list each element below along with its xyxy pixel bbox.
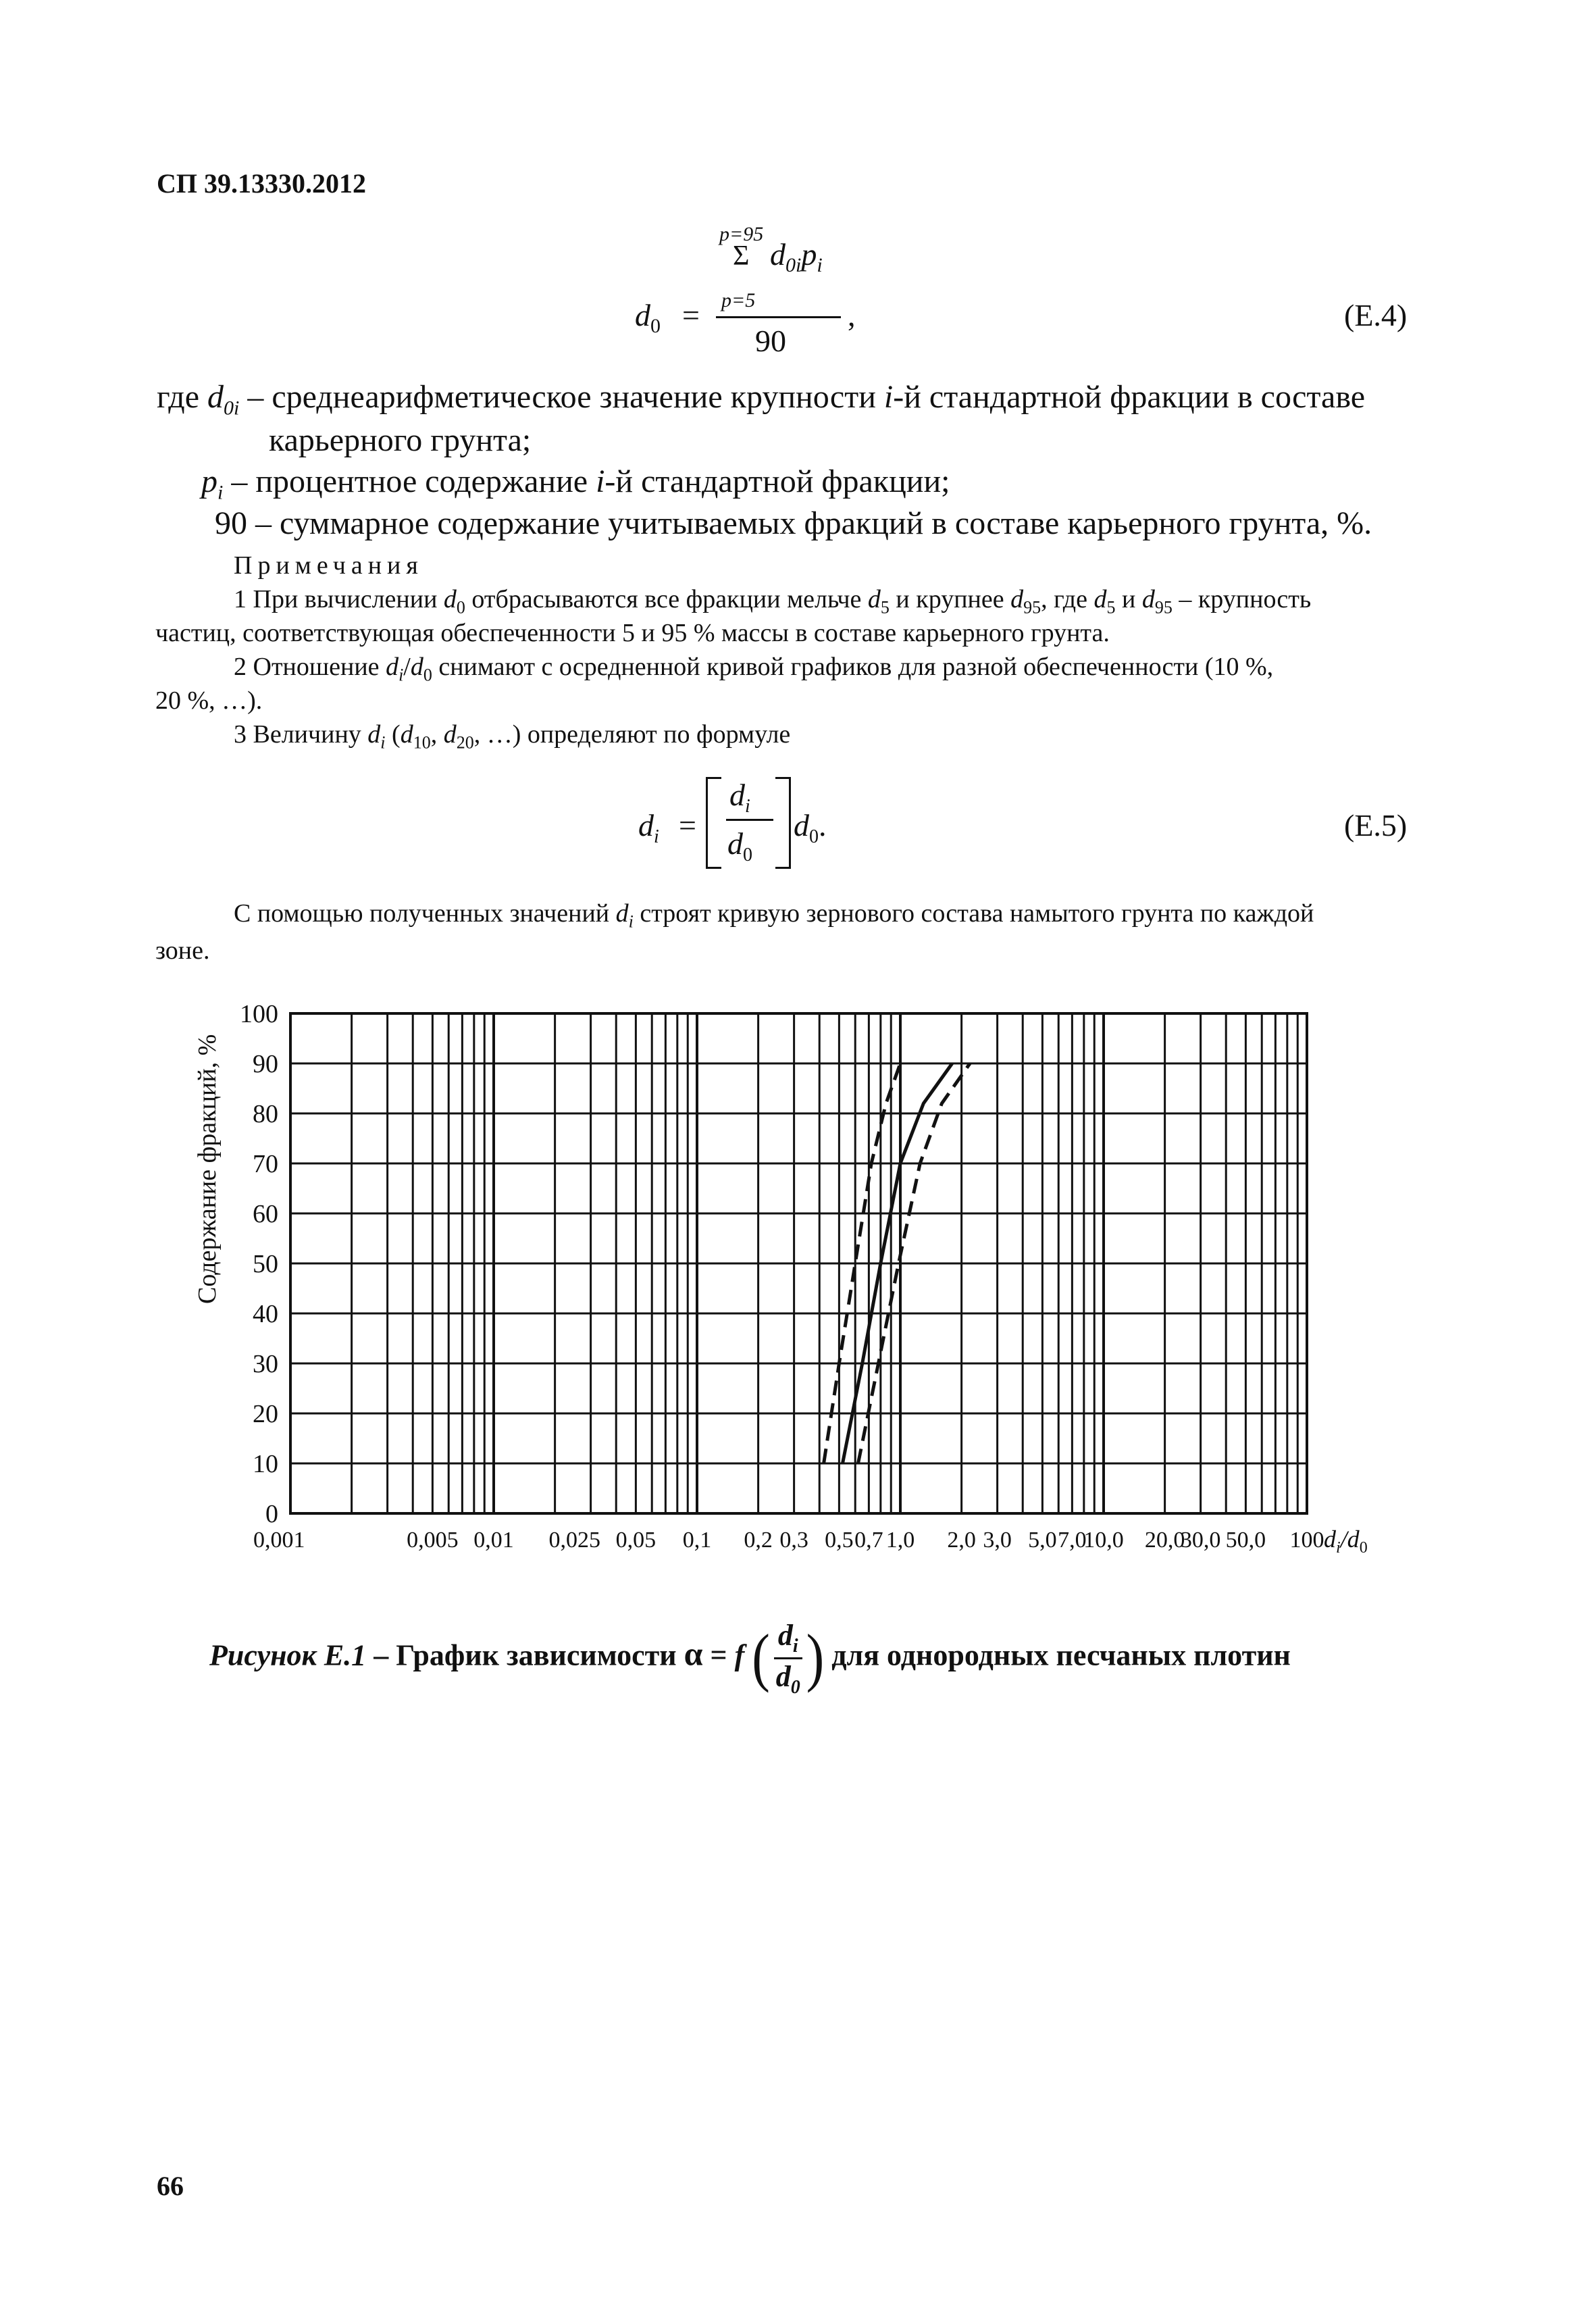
chart-x-tick-label: 30,0: [1180, 1528, 1221, 1553]
page-number: 66: [157, 2171, 184, 2201]
chart-y-tick-label: 50: [253, 1250, 278, 1278]
notes-title: Примечания: [234, 551, 423, 580]
formula-e5-number: (Е.5): [1344, 808, 1408, 842]
note-3: 3 Величину $d_i$ ($d_{10}$, $d_{20}$, …) определяют по формуле: [234, 720, 791, 753]
chart-x-tick-label: 0,2: [744, 1528, 773, 1553]
chart-x-tick-label: 0,005: [407, 1528, 459, 1553]
where-line-2: карьерного грунта;: [269, 422, 532, 458]
formula-e4-lhs: $d_0$: [635, 298, 661, 338]
formula-e5-numerator: $d_i$: [729, 778, 750, 818]
note-2-line-1: 2 Отношение $d_i/d_0$ снимают с осредненной кривой графиков для разной обеспеченности (10 %,: [234, 653, 1274, 685]
note-1-line-2: частиц, соответствующая обеспеченности 5 и 95 % массы в составе карьерного грунта.: [155, 619, 1110, 647]
where-line-3: $p_i$ – процентное содержание i-й стандартной фракции;: [201, 463, 950, 504]
formula-e4-number: (Е.4): [1344, 298, 1408, 332]
where-line-1: где $d_{0i}$ – среднеарифметическое значение крупности i-й стандартной фракции в составе: [157, 379, 1366, 420]
formula-e5-rhs: $d_0$.: [794, 808, 827, 848]
sum-lower-limit: p=5: [721, 289, 756, 311]
sum-numerator: $d_{0i}p_i$: [770, 237, 823, 277]
formula-e4-denominator: 90: [755, 324, 786, 358]
formula-e5-left-bracket: [706, 777, 721, 869]
caption-fraction: $\frac{d_i}{d_0}$: [774, 1618, 802, 1699]
chart-x-tick-label: 1,0: [885, 1528, 915, 1553]
note-2-line-2: 20 %, …).: [155, 686, 263, 715]
paragraph-line-1: С помощью полученных значений $d_i$ строят кривую зернового состава намытого грунта по каждой: [234, 899, 1314, 932]
document-code: СП 39.13330.2012: [157, 168, 366, 199]
chart-y-tick-label: 0: [265, 1500, 278, 1528]
chart-y-tick-label: 90: [253, 1050, 278, 1078]
chart-x-tick-label: 0,05: [615, 1528, 657, 1553]
formula-e5-right-bracket: [775, 777, 791, 869]
formula-e4-comma: ,: [848, 298, 856, 332]
chart-y-tick-label: 100: [240, 1000, 278, 1028]
formula-e5-denominator: $d_0$: [727, 826, 752, 866]
chart-x-tick-label: 20,0: [1144, 1528, 1185, 1553]
chart-x-tick-label: 10,0: [1083, 1528, 1124, 1553]
formula-e5-lhs: $d_i$: [638, 808, 659, 848]
chart-y-tick-label: 60: [253, 1200, 278, 1228]
chart-series-line-3: [858, 1063, 971, 1463]
sigma-symbol: Σ: [733, 241, 750, 272]
paragraph-line-2: зоне.: [155, 936, 210, 965]
formula-e5-equals: =: [679, 808, 696, 842]
chart-x-tick-label: 0,025: [548, 1528, 601, 1553]
chart-x-tick-label: 2,0: [947, 1528, 976, 1553]
chart-y-tick-label: 10: [253, 1450, 278, 1478]
figure-caption: Рисунок Е.1 – График зависимости α = f ( $\frac{d_i}{d_0}$ ) для однородных песчаных плотин: [209, 1619, 1291, 1698]
chart-y-axis-label: Содержание фракций, %: [193, 1034, 222, 1304]
chart-y-tick-label: 20: [253, 1400, 278, 1428]
chart-y-tick-label: 80: [253, 1100, 278, 1128]
chart-x-tick-label: 3,0: [983, 1528, 1012, 1553]
chart-y-tick-label: 40: [253, 1300, 278, 1328]
note-1-line-1: 1 При вычислении $d_0$ отбрасываются все фракции мельче $d_5$ и крупнее $d_{95}$, где $d_5$ и $d_{95}$ – крупность: [234, 585, 1312, 618]
where-line-4: 90 – суммарное содержание учитываемых фракций в составе карьерного грунта, %.: [215, 505, 1372, 541]
chart-x-tick-label: 0,1: [682, 1528, 712, 1553]
chart-y-tick-label: 70: [253, 1150, 278, 1178]
chart-x-tick-label: 7,0: [1058, 1528, 1087, 1553]
chart-x-tick-label: 5,0: [1028, 1528, 1057, 1553]
formula-e4-equals: =: [682, 298, 700, 332]
chart-plot-frame: [290, 1013, 1307, 1513]
chart-x-axis-label: $d_i/d_0$: [1324, 1526, 1368, 1557]
formula-e4-fraction-line: [716, 316, 841, 318]
sum-upper-limit: p=95: [719, 223, 764, 245]
chart-x-tick-label: 100: [1289, 1528, 1324, 1553]
chart-series-line-1: [824, 1063, 900, 1463]
formula-e5-fraction-line: [726, 819, 773, 821]
chart-x-tick-label: 0,3: [779, 1528, 808, 1553]
chart-x-tick-label: 0,7: [854, 1528, 883, 1553]
chart-x-tick-label: 0,5: [825, 1528, 854, 1553]
chart-x-tick-label: 0,001: [253, 1528, 305, 1553]
chart-y-tick-label: 30: [253, 1350, 278, 1378]
chart-series-line-2: [843, 1063, 952, 1463]
chart-x-tick-label: 50,0: [1225, 1528, 1266, 1553]
chart-x-tick-label: 0,01: [473, 1528, 514, 1553]
